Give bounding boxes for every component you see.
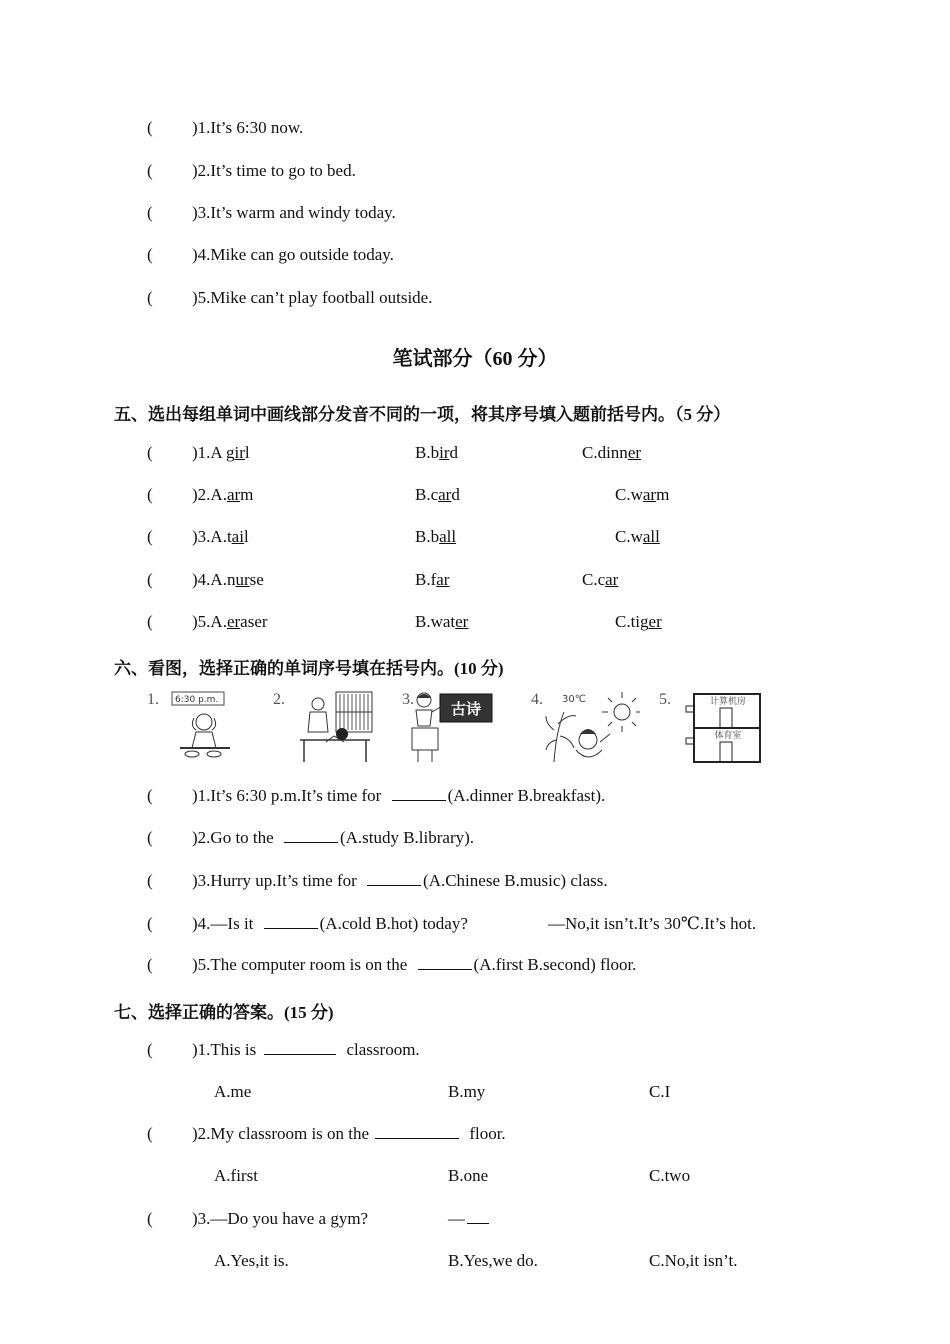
section-heading: 七、选择正确的答案。(15 分) — [114, 1003, 334, 1022]
temperature-caption: 30℃ — [562, 694, 586, 705]
option-a: A.first — [214, 1166, 258, 1185]
picture-label: 1. — [147, 691, 159, 708]
answer-blank[interactable] — [367, 871, 421, 886]
picture-label: 4. — [531, 691, 543, 708]
answer-blank[interactable] — [467, 1209, 489, 1224]
answer-blank[interactable] — [284, 828, 338, 843]
clock-caption: 6:30 p.m. — [175, 695, 219, 705]
option-b: B.Yes,we do. — [448, 1251, 538, 1270]
section-heading: 五、选出每组单词中画线部分发音不同的一项，将其序号填入题前括号内。（5 分） — [114, 405, 731, 424]
answer-blank[interactable] — [392, 786, 446, 801]
option-b: B.my — [448, 1082, 486, 1101]
girl-eating-picture — [170, 690, 236, 764]
section-heading: 六、看图，选择正确的单词序号填在括号内。(10 分) — [114, 659, 504, 678]
floor-two-caption: 计算机房 — [709, 697, 747, 707]
answer-blank[interactable] — [418, 955, 472, 970]
option-b: B.one — [448, 1166, 489, 1185]
blackboard-caption: 古诗 — [450, 700, 482, 718]
section-title: 笔试部分（60 分） — [392, 348, 558, 370]
answer-blank[interactable] — [264, 914, 318, 929]
hot-weather-picture — [544, 690, 640, 764]
option-c: C.I — [649, 1082, 671, 1101]
picture-label: 5. — [659, 691, 671, 708]
building-floors-picture — [684, 690, 764, 766]
option-a: A.Yes,it is. — [214, 1251, 289, 1270]
option-a: A.me — [214, 1082, 252, 1101]
option-c: C.No,it isn’t. — [649, 1251, 738, 1270]
answer-blank[interactable] — [375, 1124, 459, 1139]
answer-blank[interactable] — [264, 1040, 336, 1055]
teacher-chinese-picture — [410, 690, 496, 764]
library-picture — [296, 690, 376, 764]
option-c: C.two — [649, 1166, 691, 1185]
picture-label: 2. — [273, 691, 285, 708]
floor-one-caption: 体育室 — [714, 731, 742, 741]
picture-label: 3. — [402, 691, 414, 708]
